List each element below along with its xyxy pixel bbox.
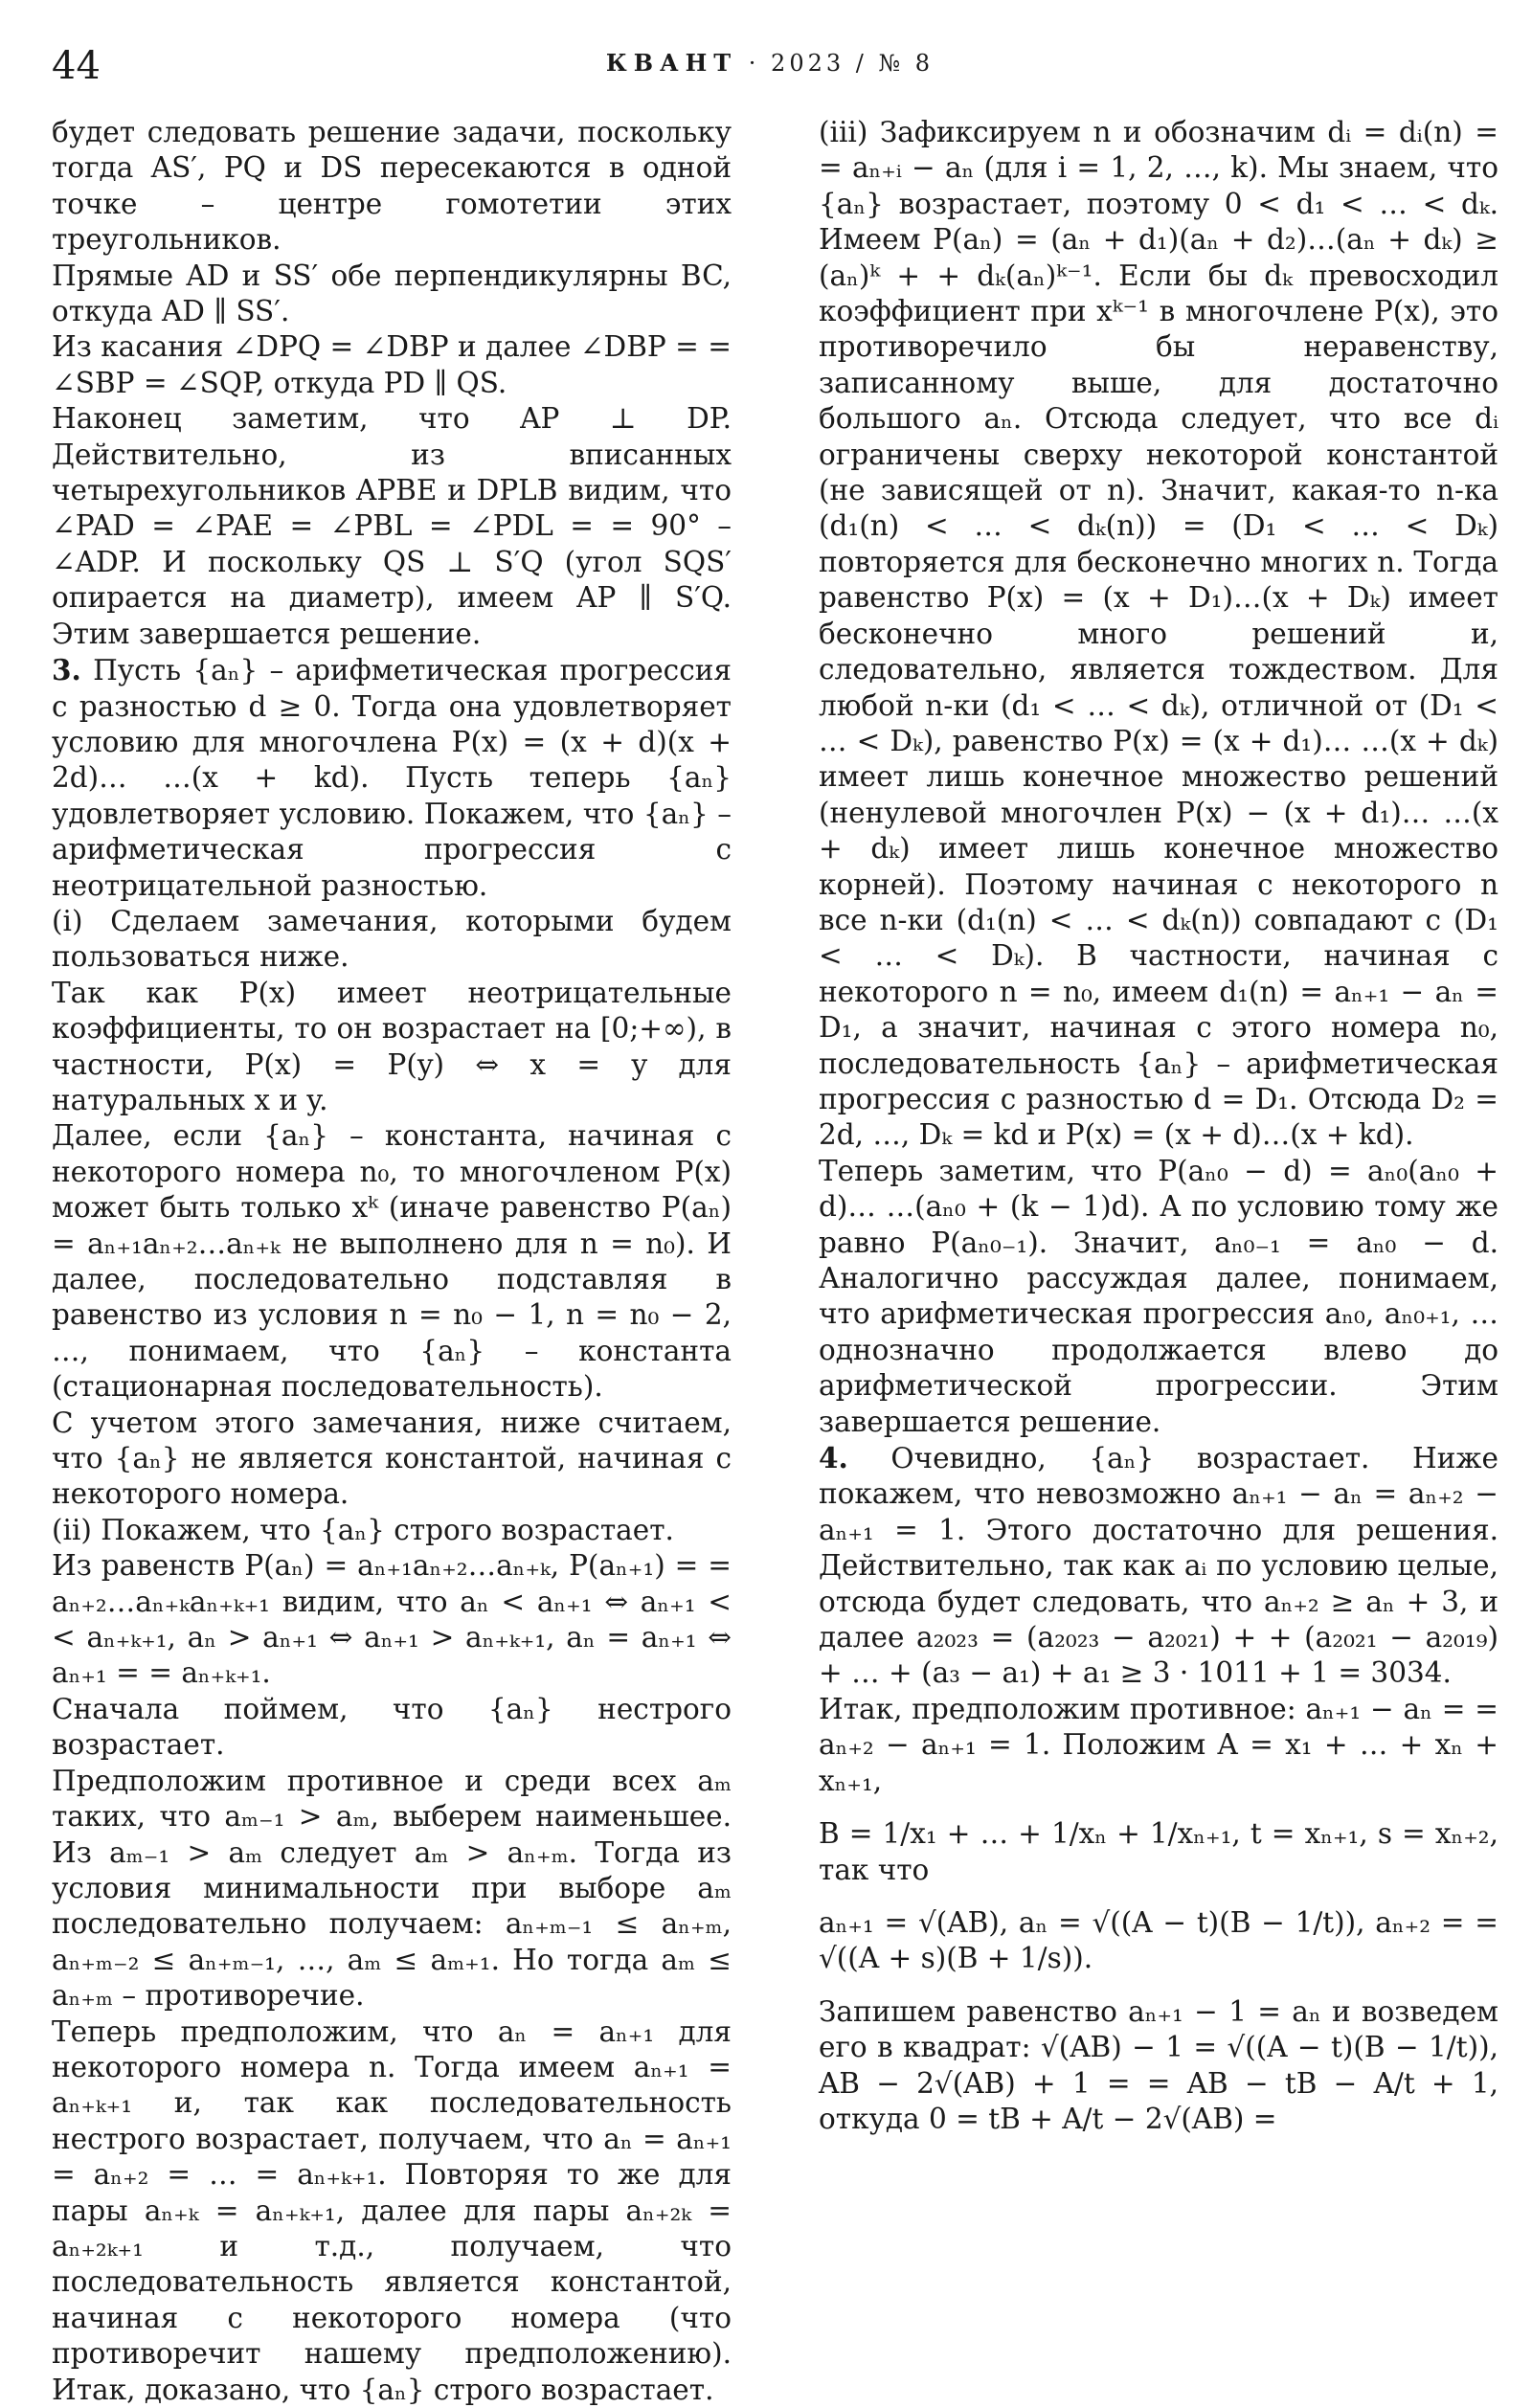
- paragraph: Прямые AD и SS′ обе перпендикулярны BC, откуда AD ∥ SS′.: [52, 259, 732, 328]
- paragraph: Теперь предположим, что aₙ = aₙ₊₁ для некоторого номера n. Тогда имеем aₙ₊₁ = aₙ₊ₖ₊₁ и, так как последовательность нестрого возрастает, получаем, что aₙ = aₙ₊₁ = aₙ₊₂ = … = aₙ₊ₖ₊₁. Повторяя то же для пары aₙ₊ₖ = aₙ₊ₖ₊₁, далее для пары aₙ₊₂ₖ = aₙ₊₂ₖ₊₁ и т.д., получаем, что последовательность является константой, начиная с некоторого номера (что противоречит нашему предположению). Итак, доказано, что {aₙ} строго возрастает.: [52, 2014, 732, 2406]
- paragraph: С учетом этого замечания, ниже считаем, что {aₙ} не является константой, начиная с некоторого номера.: [52, 1406, 732, 1511]
- right-column: [819, 115, 1498, 2137]
- problem-3-statement: 3. Пусть {aₙ} – арифметическая прогрессия с разностью d ≥ 0. Тогда она удовлетворяет условию для многочлена P(x) = (x + d)(x + 2d)… …(x + kd). Пусть теперь {aₙ} удовлетворяет условию. Покажем, что {aₙ} – арифметическая прогрессия с неотрицательной разностью.: [52, 653, 732, 902]
- problem-number: 4.: [819, 1441, 848, 1475]
- spacer: [819, 1977, 1498, 1994]
- page-header: [52, 42, 1488, 90]
- left-column: [52, 115, 732, 2408]
- journal-issue: 2023 / № 8: [771, 50, 935, 77]
- paragraph: Сначала поймем, что {aₙ} нестрого возрастает.: [52, 1692, 732, 1762]
- header-separator: ·: [748, 50, 760, 77]
- paragraph: Из касания ∠DPQ = ∠DBP и далее ∠DBP = = ∠SBP = ∠SQP, откуда PD ∥ QS.: [52, 330, 732, 399]
- problem-4-statement: 4. Очевидно, {aₙ} возрастает. Ниже покажем, что невозможно aₙ₊₁ − aₙ = aₙ₊₂ − aₙ₊₁ = 1. Этого достаточно для решения. Действительно, так как aᵢ по условию целые, отсюда будет следовать, что aₙ₊₂ ≥ aₙ + 3, и далее a₂₀₂₃ = (a₂₀₂₃ − a₂₀₂₁) + + (a₂₀₂₁ − a₂₀₁₉) + … + (a₃ − a₁) + a₁ ≥ 3 · 1011 + 1 = 3034.: [819, 1441, 1498, 1690]
- journal-name: КВАНТ: [605, 49, 738, 77]
- spacer: [819, 1888, 1498, 1905]
- spacer: [819, 1799, 1498, 1816]
- formula-line: B = 1/x₁ + … + 1/xₙ + 1/xₙ₊₁, t = xₙ₊₁, s = xₙ₊₂, так что: [819, 1817, 1498, 1886]
- journal-title: [52, 42, 1488, 84]
- paragraph: Наконец заметим, что AP ⊥ DP. Действительно, из вписанных четырехугольников APBE и DPLB видим, что ∠PAD = ∠PAE = ∠PBL = ∠PDL = = 90° – ∠ADP. И поскольку QS ⊥ S′Q (угол SQS′ опирается на диаметр), имеем AP ∥ S′Q. Этим завершается решение.: [52, 402, 732, 650]
- paragraph: будет следовать решение задачи, поскольку тогда AS′, PQ и DS пересекаются в одной точке – центре гомотетии этих треугольников.: [52, 116, 732, 257]
- paragraph: Далее, если {aₙ} – константа, начиная с некоторого номера n₀, то многочленом P(x) может быть только xᵏ (иначе равенство P(aₙ) = aₙ₊₁aₙ₊₂…aₙ₊ₖ не выполнено для n = n₀). И далее, последовательно подставляя в равенство из условия n = n₀ − 1, n = n₀ − 2, …, понимаем, что {aₙ} – константа (стационарная последовательность).: [52, 1119, 732, 1404]
- paragraph: (iii) Зафиксируем n и обозначим dᵢ = dᵢ(n) = = aₙ₊ᵢ − aₙ (для i = 1, 2, …, k). Мы знаем, что {aₙ} возрастает, поэтому 0 < d₁ < … < dₖ. Имеем P(aₙ) = (aₙ + d₁)(aₙ + d₂)…(aₙ + dₖ) ≥ (aₙ)ᵏ + + dₖ(aₙ)ᵏ⁻¹. Если бы dₖ превосходил коэффициент при xᵏ⁻¹ в многочлене P(x), это противоречило бы неравенству, записанному выше, для достаточно большого aₙ. Отсюда следует, что все dᵢ ограничены сверху некоторой константой (не зависящей от n). Значит, какая-то n-ка (d₁(n) < … < dₖ(n)) = (D₁ < … < Dₖ) повторяется для бесконечно многих n. Тогда равенство P(x) = (x + D₁)…(x + Dₖ) имеет бесконечно много решений и, следовательно, является тождеством. Для любой n-ки (d₁ < … < dₖ), отличной от (D₁ < … < Dₖ), равенство P(x) = (x + d₁)… …(x + dₖ) имеет лишь конечное множество решений (ненулевой многочлен P(x) − (x + d₁)… …(x + dₖ) имеет лишь конечное множество корней). Поэтому начиная с некоторого n все n-ки (d₁(n) < … < dₖ(n)) совпадают с (D₁ < … < Dₖ). В частности, начиная с некоторого n = n₀, имеем d₁(n) = aₙ₊₁ − aₙ = D₁, а значит, начиная с этого номера n₀, последовательность {aₙ} – арифметическая прогрессия с разностью d = D₁. Отсюда D₂ = 2d, …, Dₖ = kd и P(x) = (x + d)…(x + kd).: [819, 116, 1498, 1152]
- paragraph: (i) Сделаем замечания, которыми будем пользоваться ниже.: [52, 904, 732, 974]
- paragraph: Так как P(x) имеет неотрицательные коэффициенты, то он возрастает на [0;+∞), в частности, P(x) = P(y) ⇔ x = y для натуральных x и y.: [52, 976, 732, 1116]
- paragraph: Запишем равенство aₙ₊₁ − 1 = aₙ и возведем его в квадрат: √(AB) − 1 = √((A − t)(B − 1/t)), AB − 2√(AB) + 1 = = AB − tB − A/t + 1, откуда 0 = tB + A/t − 2√(AB) =: [819, 1994, 1498, 2135]
- paragraph: Предположим противное и среди всех aₘ таких, что aₘ₋₁ > aₘ, выберем наименьшее. Из aₘ₋₁ > aₘ следует aₘ > aₙ₊ₘ. Тогда из условия минимальности при выборе aₘ последовательно получаем: aₙ₊ₘ₋₁ ≤ aₙ₊ₘ, aₙ₊ₘ₋₂ ≤ aₙ₊ₘ₋₁, …, aₘ ≤ aₘ₊₁. Но тогда aₘ ≤ aₙ₊ₘ – противоречие.: [52, 1764, 732, 2013]
- paragraph: Теперь заметим, что P(aₙ₀ − d) = aₙ₀(aₙ₀ + d)… …(aₙ₀ + (k − 1)d). А по условию тому же равно P(aₙ₀₋₁). Значит, aₙ₀₋₁ = aₙ₀ − d. Аналогично рассуждая далее, понимаем, что арифметическая прогрессия aₙ₀, aₙ₀₊₁, … однозначно продолжается влево до арифметической прогрессии. Этим завершается решение.: [819, 1154, 1498, 1438]
- paragraph: (ii) Покажем, что {aₙ} строго возрастает.: [52, 1513, 674, 1546]
- formula-line: aₙ₊₁ = √(AB), aₙ = √((A − t)(B − 1/t)), aₙ₊₂ = = √((A + s)(B + 1/s)).: [819, 1905, 1498, 1975]
- problem-number: 3.: [52, 653, 81, 687]
- paragraph: Итак, предположим противное: aₙ₊₁ − aₙ = = aₙ₊₂ − aₙ₊₁ = 1. Положим A = x₁ + … + xₙ + xₙ₊₁,: [819, 1692, 1498, 1797]
- paragraph: Из равенств P(aₙ) = aₙ₊₁aₙ₊₂…aₙ₊ₖ, P(aₙ₊₁) = = aₙ₊₂…aₙ₊ₖaₙ₊ₖ₊₁ видим, что aₙ < aₙ₊₁ ⇔ aₙ₊₁ < < aₙ₊ₖ₊₁, aₙ > aₙ₊₁ ⇔ aₙ₊₁ > aₙ₊ₖ₊₁, aₙ = aₙ₊₁ ⇔ aₙ₊₁ = = aₙ₊ₖ₊₁.: [52, 1549, 732, 1690]
- page-number: 44: [52, 44, 101, 88]
